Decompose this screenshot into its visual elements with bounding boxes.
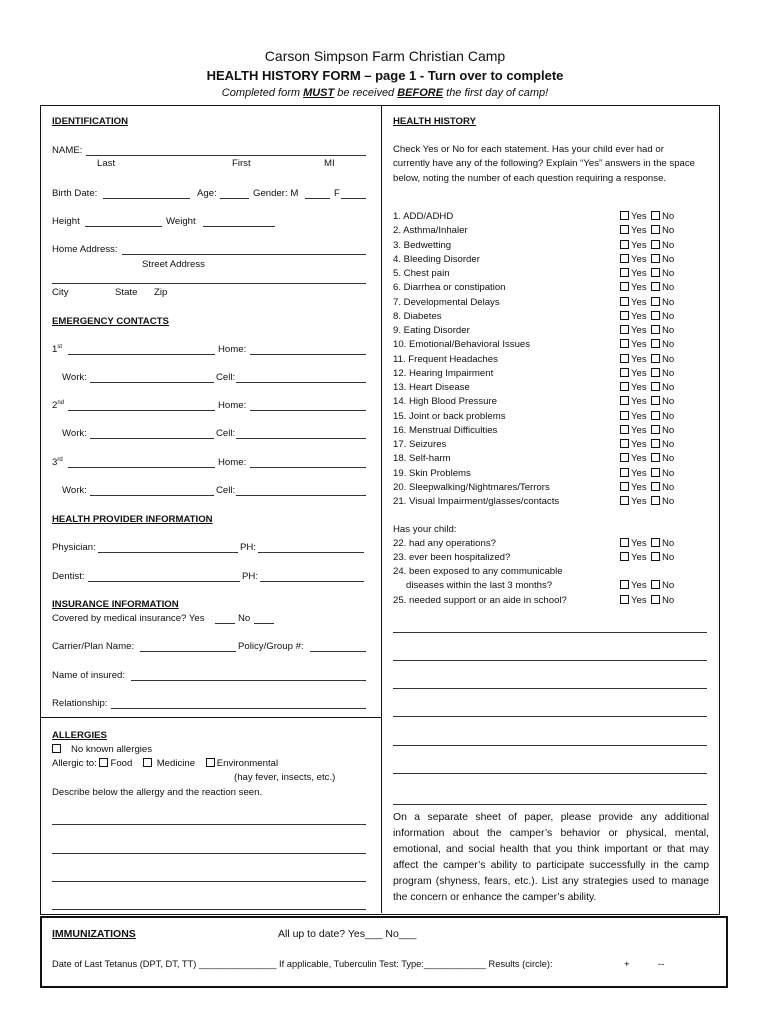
history-item-12-yes-checkbox[interactable] — [620, 368, 629, 377]
dentist-label: Dentist: — [52, 571, 85, 582]
allergy-describe-label: Describe below the allergy and the reaction seen. — [52, 787, 263, 798]
name-first-label: First — [232, 158, 251, 169]
history-item-13-no-label: No — [662, 382, 675, 393]
history-item-7: 7. Developmental Delays — [393, 296, 500, 308]
history-item-21-no-label: No — [662, 496, 675, 507]
history-item-16-no-option[interactable] — [651, 425, 674, 436]
contact-3-work-label: Work: — [62, 485, 87, 496]
question-24-no-label: No — [662, 580, 675, 591]
contact-1-work-label: Work: — [62, 372, 87, 383]
history-item-4-yes-label: Yes — [631, 253, 647, 265]
history-item-18: 18. Self-harm — [393, 453, 451, 465]
history-item-4-no-label: No — [662, 253, 675, 265]
history-item-17-yes-option[interactable] — [620, 439, 647, 450]
history-item-8: 8. Diabetes — [393, 310, 442, 322]
contact-2-home-label: Home: — [218, 400, 247, 411]
history-item-16-no-checkbox[interactable] — [651, 425, 660, 434]
no-known-allergies-option[interactable] — [52, 744, 152, 755]
explanation-line-2[interactable] — [393, 660, 707, 661]
contact-1-name-field[interactable] — [68, 354, 215, 355]
history-item-13: 13. Heart Disease — [393, 382, 470, 393]
identification-heading: IDENTIFICATION — [52, 116, 129, 127]
question-22-yes-label: Yes — [631, 538, 647, 549]
history-item-10-no-label: No — [662, 339, 675, 351]
history-item-2-no-label: No — [662, 225, 675, 237]
zip-label: Zip — [154, 287, 168, 298]
question-24-yes-label: Yes — [631, 580, 647, 591]
history-item-6-no-option[interactable] — [651, 282, 674, 293]
history-item-12-yes-option[interactable] — [620, 368, 647, 379]
history-item-14-yes-checkbox[interactable] — [620, 396, 629, 405]
history-item-7-yes-option[interactable] — [620, 297, 647, 308]
history-item-17-yes-checkbox[interactable] — [620, 439, 629, 448]
explanation-line-6[interactable] — [393, 773, 707, 774]
history-item-2-no-option[interactable] — [651, 225, 674, 236]
birth-date-field[interactable] — [103, 198, 190, 199]
policy-label: Policy/Group #: — [238, 641, 304, 652]
history-item-14-yes-label: Yes — [631, 396, 647, 408]
explanation-line-7[interactable] — [393, 804, 707, 805]
history-item-9: 9. Eating Disorder — [393, 325, 470, 336]
history-item-14-yes-option[interactable] — [620, 396, 647, 407]
insurance-heading: INSURANCE INFORMATION — [52, 599, 179, 610]
contact-1-home-field[interactable] — [250, 354, 366, 355]
history-item-12-no-checkbox[interactable] — [651, 368, 660, 377]
explanation-line-3[interactable] — [393, 688, 707, 689]
question-25-yes-checkbox[interactable] — [620, 595, 629, 604]
question-23-no-label: No — [662, 552, 675, 563]
history-item-20-yes-label: Yes — [631, 481, 647, 493]
history-item-7-yes-checkbox[interactable] — [620, 297, 629, 306]
contact-3-work-field[interactable] — [90, 495, 214, 496]
history-item-15-yes-checkbox[interactable] — [620, 411, 629, 420]
covered-no-label: No — [238, 613, 251, 624]
explanation-line-1[interactable] — [393, 632, 707, 633]
height-label: Height — [52, 216, 80, 227]
name-last-label: Last — [97, 158, 116, 169]
question-22-no-checkbox[interactable] — [651, 538, 660, 547]
history-item-2: 2. Asthma/Inhaler — [393, 225, 468, 237]
history-item-17-no-checkbox[interactable] — [651, 439, 660, 448]
history-item-16-yes-label: Yes — [631, 424, 647, 436]
gender-m-field[interactable] — [305, 198, 330, 199]
history-item-3-no-option[interactable] — [651, 240, 674, 251]
history-item-10-yes-checkbox[interactable] — [620, 339, 629, 348]
history-item-19-no-checkbox[interactable] — [651, 468, 660, 477]
history-item-19: 19. Skin Problems — [393, 467, 471, 479]
history-item-12-yes-label: Yes — [631, 367, 647, 379]
history-item-5-no-checkbox[interactable] — [651, 268, 660, 277]
age-field[interactable] — [220, 198, 249, 199]
history-item-17-no-option[interactable] — [651, 439, 674, 450]
contact-3-cell-label: Cell: — [216, 485, 236, 496]
state-label: State — [115, 287, 138, 298]
history-item-1: 1. ADD/ADHD — [393, 211, 454, 222]
question-22: 22. had any operations? — [393, 538, 496, 549]
history-item-20-no-label: No — [662, 481, 675, 493]
contact-1-label: 1st — [52, 344, 63, 356]
history-item-3-yes-label: Yes — [631, 239, 647, 251]
history-item-1-yes-option[interactable] — [620, 211, 647, 222]
history-item-13-yes-option[interactable] — [620, 382, 647, 393]
history-item-5-no-label: No — [662, 268, 675, 279]
history-item-10-yes-option[interactable] — [620, 339, 647, 350]
additional-info-paragraph: On a separate sheet of paper, please provide any additional information about the camper’s behavior or physical, mental, emotional, and social health that you think important or that may affect the camper’s ability to participate successfully in the camp program (shyness, fears, etc.). List any strategies used to manage the concern or enhance the camper’s ability. — [393, 812, 709, 903]
gender-m-label: Gender: M — [253, 188, 299, 199]
history-item-3-no-label: No — [662, 239, 675, 251]
contact-1-cell-field[interactable] — [236, 382, 366, 383]
street-address-label: Street Address — [142, 259, 205, 270]
home-address-label: Home Address: — [52, 244, 118, 255]
insured-label: Name of insured: — [52, 670, 126, 681]
history-item-9-no-checkbox[interactable] — [651, 325, 660, 334]
gender-f-field[interactable] — [341, 198, 366, 199]
history-item-15-yes-option[interactable] — [620, 411, 647, 422]
history-item-6-no-checkbox[interactable] — [651, 282, 660, 291]
history-item-15-no-label: No — [662, 410, 675, 422]
history-item-16-yes-option[interactable] — [620, 425, 647, 436]
question-23-no-checkbox[interactable] — [651, 552, 660, 561]
history-item-7-no-checkbox[interactable] — [651, 297, 660, 306]
allergies-heading: ALLERGIES — [52, 730, 107, 741]
history-item-9-no-label: No — [662, 325, 675, 336]
contact-2-work-field[interactable] — [90, 438, 214, 439]
question-23: 23. ever been hospitalized? — [393, 552, 511, 563]
environmental-checkbox[interactable] — [206, 758, 215, 767]
explanation-line-5[interactable] — [393, 745, 707, 746]
allergy-line-4[interactable] — [52, 909, 366, 910]
history-item-4-no-checkbox[interactable] — [651, 254, 660, 263]
history-item-16: 16. Menstrual Difficulties — [393, 424, 498, 436]
history-item-18-yes-label: Yes — [631, 453, 647, 465]
history-item-20-no-option[interactable] — [651, 482, 674, 493]
question-24-no-option[interactable] — [651, 580, 674, 591]
history-item-10-no-checkbox[interactable] — [651, 339, 660, 348]
explanation-line-4[interactable] — [393, 716, 707, 717]
history-item-19-yes-checkbox[interactable] — [620, 468, 629, 477]
height-field[interactable] — [85, 226, 162, 227]
history-item-1-no-checkbox[interactable] — [651, 211, 660, 220]
contact-1-cell-label: Cell: — [216, 372, 236, 383]
contact-2-name-field[interactable] — [68, 410, 215, 411]
history-item-5-yes-label: Yes — [631, 268, 647, 279]
gender-f-label: F — [334, 188, 340, 199]
contact-2-cell-label: Cell: — [216, 428, 236, 439]
history-item-6: 6. Diarrhea or constipation — [393, 282, 506, 294]
history-item-8-yes-option[interactable] — [620, 311, 647, 322]
history-item-12-no-label: No — [662, 367, 675, 379]
history-item-17-yes-label: Yes — [631, 439, 647, 450]
history-item-12: 12. Hearing Impairment — [393, 367, 494, 379]
carrier-label: Carrier/Plan Name: — [52, 641, 135, 652]
history-item-17-no-label: No — [662, 439, 675, 450]
dentist-phone-field[interactable] — [260, 581, 364, 582]
food-checkbox[interactable] — [99, 758, 108, 767]
history-item-8-no-checkbox[interactable] — [651, 311, 660, 320]
history-item-18-no-option[interactable] — [651, 453, 674, 464]
history-item-17: 17. Seizures — [393, 439, 447, 450]
contact-2-work-label: Work: — [62, 428, 87, 439]
name-label: NAME: — [52, 145, 83, 156]
no-allergies-label: No known allergies — [71, 744, 153, 755]
history-item-8-yes-checkbox[interactable] — [620, 311, 629, 320]
carrier-field[interactable] — [140, 651, 236, 652]
contact-3-label: 3rd — [52, 457, 63, 469]
environmental-label: Environmental — [216, 758, 279, 769]
question-24-yes-checkbox[interactable] — [620, 580, 629, 589]
has-your-child-label: Has your child: — [393, 524, 457, 535]
health-history-instructions: Check Yes or No for each statement. Has your child ever had or currently have any of the following? Explain “Yes” answers in the space below, noting the number of each question requiring a response. — [393, 144, 696, 184]
camp-name: Carson Simpson Farm Christian Camp — [264, 48, 506, 64]
contact-3-home-field[interactable] — [250, 467, 366, 468]
dentist-field[interactable] — [88, 581, 240, 582]
allergy-line-1[interactable] — [52, 824, 366, 825]
physician-phone-field[interactable] — [258, 552, 364, 553]
history-item-1-yes-checkbox[interactable] — [620, 211, 629, 220]
history-item-2-no-checkbox[interactable] — [651, 225, 660, 234]
immunizations-up-to-date: All up to date? Yes___ No___ — [278, 928, 417, 940]
history-item-18-no-checkbox[interactable] — [651, 453, 660, 462]
question-23-yes-checkbox[interactable] — [620, 552, 629, 561]
history-item-5-yes-option[interactable] — [620, 268, 647, 279]
physician-field[interactable] — [98, 552, 238, 553]
history-item-15-no-option[interactable] — [651, 411, 674, 422]
tetanus-tuberculin-line: Date of Last Tetanus (DPT, DT, TT) _______________ If applicable, Tuberculin Test: Type:____________ Results (circle): — [52, 959, 553, 969]
question-22-yes-option[interactable] — [620, 538, 647, 549]
history-item-9-yes-label: Yes — [631, 325, 647, 336]
history-item-13-no-option[interactable] — [651, 382, 674, 393]
history-item-1-yes-label: Yes — [631, 211, 647, 222]
history-item-8-yes-label: Yes — [631, 310, 647, 322]
history-item-12-no-option[interactable] — [651, 368, 674, 379]
birth-date-label: Birth Date: — [52, 188, 98, 199]
history-item-14-no-label: No — [662, 396, 675, 408]
history-item-5: 5. Chest pain — [393, 268, 450, 279]
history-item-13-no-checkbox[interactable] — [651, 382, 660, 391]
history-item-20-yes-option[interactable] — [620, 482, 647, 493]
contact-3-cell-field[interactable] — [236, 495, 366, 496]
history-item-16-no-label: No — [662, 424, 675, 436]
history-item-19-yes-label: Yes — [631, 467, 647, 479]
city-label: City — [52, 287, 69, 298]
contact-2-label: 2nd — [52, 400, 65, 412]
form-title: HEALTH HISTORY FORM – page 1 - Turn over to complete — [206, 68, 564, 83]
covered-question: Covered by medical insurance? Yes — [52, 613, 205, 624]
history-item-7-no-option[interactable] — [651, 297, 674, 308]
history-item-3-yes-option[interactable] — [620, 240, 647, 251]
question-25: 25. needed support or an aide in school? — [393, 595, 567, 606]
history-item-9-yes-checkbox[interactable] — [620, 325, 629, 334]
street-address-field[interactable] — [122, 254, 366, 255]
history-item-11: 11. Frequent Headaches — [393, 353, 498, 365]
question-22-no-option[interactable] — [651, 538, 674, 549]
no-allergies-checkbox[interactable] — [52, 744, 61, 753]
health-history-heading: HEALTH HISTORY — [393, 116, 476, 127]
history-item-18-yes-checkbox[interactable] — [620, 453, 629, 462]
health-provider-heading: HEALTH PROVIDER INFORMATION — [52, 514, 213, 525]
history-item-11-no-checkbox[interactable] — [651, 354, 660, 363]
name-field[interactable] — [86, 155, 366, 156]
allergy-line-2[interactable] — [52, 853, 366, 854]
physician-ph-label: PH: — [240, 542, 256, 553]
history-item-3-no-checkbox[interactable] — [651, 240, 660, 249]
food-label: Food — [110, 758, 133, 769]
question-25-no-label: No — [662, 595, 675, 606]
history-item-7-yes-label: Yes — [631, 296, 647, 308]
history-item-14-no-option[interactable] — [651, 396, 674, 407]
history-item-5-yes-checkbox[interactable] — [620, 268, 629, 277]
question-25-no-option[interactable] — [651, 595, 674, 606]
name-mi-label: MI — [324, 158, 335, 169]
history-item-10-yes-label: Yes — [631, 339, 647, 351]
history-item-11-yes-label: Yes — [631, 353, 647, 365]
history-item-5-no-option[interactable] — [651, 268, 674, 279]
history-item-21-no-checkbox[interactable] — [651, 496, 660, 505]
dentist-ph-label: PH: — [242, 571, 258, 582]
question-24-yes-option[interactable] — [620, 580, 647, 591]
history-item-16-yes-checkbox[interactable] — [620, 425, 629, 434]
history-item-6-yes-option[interactable] — [620, 282, 647, 293]
history-item-11-yes-checkbox[interactable] — [620, 354, 629, 363]
submission-notice: Completed form MUST be received BEFORE the first day of camp! — [221, 87, 549, 99]
question-23-yes-option[interactable] — [620, 552, 647, 563]
contact-1-home-label: Home: — [218, 344, 247, 355]
covered-no-field[interactable] — [254, 623, 274, 624]
history-item-13-yes-checkbox[interactable] — [620, 382, 629, 391]
city-state-zip-field[interactable] — [52, 283, 366, 284]
question-23-no-option[interactable] — [651, 552, 674, 563]
allergies-box-divider — [40, 717, 381, 718]
policy-field[interactable] — [310, 651, 366, 652]
history-item-10: 10. Emotional/Behavioral Issues — [393, 339, 531, 351]
history-item-6-no-label: No — [662, 282, 675, 294]
history-item-1-no-label: No — [662, 211, 675, 222]
history-item-21-yes-checkbox[interactable] — [620, 496, 629, 505]
history-item-2-yes-option[interactable] — [620, 225, 647, 236]
history-item-6-yes-label: Yes — [631, 282, 647, 294]
history-item-14: 14. High Blood Pressure — [393, 396, 497, 408]
medicine-checkbox[interactable] — [143, 758, 152, 767]
weight-label: Weight — [166, 216, 196, 227]
history-item-14-no-checkbox[interactable] — [651, 396, 660, 405]
question-22-no-label: No — [662, 538, 675, 549]
covered-yes-field[interactable] — [215, 623, 235, 624]
column-divider — [381, 105, 382, 913]
question-24-no-checkbox[interactable] — [651, 580, 660, 589]
history-item-2-yes-label: Yes — [631, 225, 647, 237]
history-item-8-no-label: No — [662, 310, 675, 322]
history-item-19-no-label: No — [662, 467, 675, 479]
history-item-15-yes-label: Yes — [631, 410, 647, 422]
history-item-20-yes-checkbox[interactable] — [620, 482, 629, 491]
history-item-11-no-option[interactable] — [651, 354, 674, 365]
result-positive[interactable]: + — [624, 959, 630, 970]
question-25-yes-label: Yes — [631, 595, 647, 606]
contact-3-home-label: Home: — [218, 457, 247, 468]
contact-2-cell-field[interactable] — [236, 438, 366, 439]
question-24: 24. been exposed to any communicable — [393, 566, 563, 577]
history-item-9-yes-option[interactable] — [620, 325, 647, 336]
allergic-to-row — [52, 758, 278, 769]
result-negative[interactable]: -- — [658, 959, 665, 970]
allergic-to-label: Allergic to: — [52, 758, 97, 769]
history-item-13-yes-label: Yes — [631, 382, 647, 393]
history-item-19-yes-option[interactable] — [620, 468, 647, 479]
history-item-2-yes-checkbox[interactable] — [620, 225, 629, 234]
history-item-4-no-option[interactable] — [651, 254, 674, 265]
immunizations-box — [40, 916, 728, 988]
immunizations-heading: IMMUNIZATIONS — [52, 928, 136, 940]
history-item-21-yes-option[interactable] — [620, 496, 647, 507]
history-item-21-no-option[interactable] — [651, 496, 674, 507]
history-item-15: 15. Joint or back problems — [393, 410, 506, 422]
history-item-21-yes-label: Yes — [631, 496, 647, 507]
history-item-10-no-option[interactable] — [651, 339, 674, 350]
emergency-contacts-heading: EMERGENCY CONTACTS — [52, 316, 169, 327]
history-item-19-no-option[interactable] — [651, 468, 674, 479]
relationship-label: Relationship: — [52, 698, 108, 709]
contact-1-work-field[interactable] — [90, 382, 214, 383]
question-24-cont: diseases within the last 3 months? — [406, 580, 553, 591]
question-22-yes-checkbox[interactable] — [620, 538, 629, 547]
history-item-15-no-checkbox[interactable] — [651, 411, 660, 420]
history-item-21: 21. Visual Impairment/glasses/contacts — [393, 496, 560, 507]
contact-3-name-field[interactable] — [68, 467, 215, 468]
history-item-11-yes-option[interactable] — [620, 354, 647, 365]
history-item-3-yes-checkbox[interactable] — [620, 240, 629, 249]
history-item-3: 3. Bedwetting — [393, 239, 452, 251]
history-item-11-no-label: No — [662, 353, 675, 365]
weight-field[interactable] — [203, 226, 275, 227]
history-item-4-yes-option[interactable] — [620, 254, 647, 265]
history-item-18-no-label: No — [662, 453, 675, 465]
allergy-line-3[interactable] — [52, 881, 366, 882]
question-25-yes-option[interactable] — [620, 595, 647, 606]
insured-field[interactable] — [131, 680, 366, 681]
history-item-6-yes-checkbox[interactable] — [620, 282, 629, 291]
history-item-1-no-option[interactable] — [651, 211, 674, 222]
age-label: Age: — [197, 188, 217, 199]
history-item-7-no-label: No — [662, 296, 675, 308]
question-25-no-checkbox[interactable] — [651, 595, 660, 604]
history-item-4-yes-checkbox[interactable] — [620, 254, 629, 263]
history-item-20-no-checkbox[interactable] — [651, 482, 660, 491]
history-item-9-no-option[interactable] — [651, 325, 674, 336]
environmental-examples: (hay fever, insects, etc.) — [234, 772, 336, 783]
contact-2-home-field[interactable] — [250, 410, 366, 411]
history-item-18-yes-option[interactable] — [620, 453, 647, 464]
question-23-yes-label: Yes — [631, 552, 647, 563]
history-item-8-no-option[interactable] — [651, 311, 674, 322]
history-item-4: 4. Bleeding Disorder — [393, 253, 480, 265]
physician-label: Physician: — [52, 542, 96, 553]
history-item-20: 20. Sleepwalking/Nightmares/Terrors — [393, 481, 550, 493]
relationship-field[interactable] — [111, 708, 366, 709]
medicine-label: Medicine — [156, 758, 196, 769]
